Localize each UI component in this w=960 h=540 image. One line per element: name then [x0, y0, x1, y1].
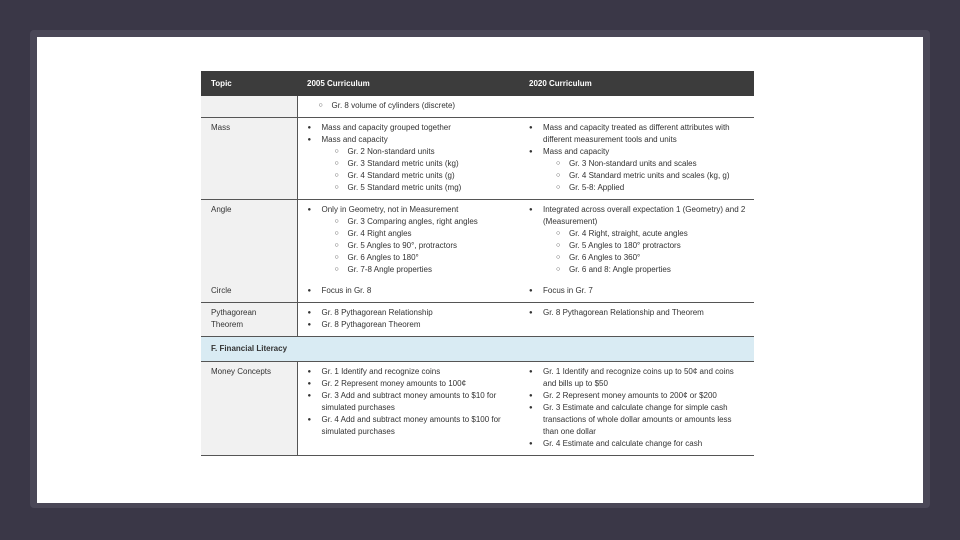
curriculum-table: [201, 71, 754, 456]
sub-list: [543, 228, 746, 276]
curriculum-comparison-document: [201, 71, 754, 456]
list-item: ● Mass and capacity grouped together: [322, 122, 512, 134]
topic-cell: Pythagorean Theorem: [201, 303, 297, 337]
list-item: ● Focus in Gr. 7: [543, 285, 746, 297]
list-item: ● Gr. 8 Pythagorean Theorem: [322, 319, 512, 331]
cell-2020: [519, 96, 754, 118]
table-row-circle: [201, 281, 754, 303]
list-item: ○ Gr. 5 Angles to 180° protractors: [569, 240, 746, 252]
cell-2005: [297, 200, 519, 282]
sub-list: [543, 158, 746, 194]
topic-cell: Mass: [201, 118, 297, 200]
list-item: ○ Gr. 4 Right angles: [348, 228, 512, 240]
list-item: ○ Gr. 4 Standard metric units (g): [348, 170, 512, 182]
table-row-angle: [201, 200, 754, 282]
list-item-text: Integrated across overall expectation 1 (Geometry) and 2 (Measurement): [543, 205, 746, 226]
list-item: ● Gr. 4 Estimate and calculate change for cash: [543, 438, 746, 450]
table-header-row: [201, 71, 754, 96]
header-topic: Topic: [201, 71, 297, 96]
table-row-continuation: [201, 96, 754, 118]
cell-2005: [297, 118, 519, 200]
list-item: ○ Gr. 4 Standard metric units and scales (kg, g): [569, 170, 746, 182]
bullet-list: [527, 307, 746, 319]
list-item: ○ Gr. 3 Non-standard units and scales: [569, 158, 746, 170]
list-item: ○ Gr. 6 and 8: Angle properties: [569, 264, 746, 276]
list-item: ● Focus in Gr. 8: [322, 285, 512, 297]
topic-cell: [201, 96, 297, 118]
bullet-list: [306, 204, 512, 276]
list-item: ○ Gr. 2 Non-standard units: [348, 146, 512, 158]
bullet-list: [306, 366, 512, 438]
list-item: [543, 204, 746, 276]
list-item: ○ Gr. 7-8 Angle properties: [348, 264, 512, 276]
list-item: ○ Gr. 6 Angles to 360°: [569, 252, 746, 264]
list-item: [322, 204, 512, 276]
list-item: ● Gr. 3 Add and subtract money amounts to $10 for simulated purchases: [322, 390, 512, 414]
bullet-list: [306, 122, 512, 194]
bullet-list: [527, 204, 746, 276]
cell-2005: [297, 96, 519, 118]
list-item: [543, 146, 746, 194]
cell-2020: [519, 118, 754, 200]
section-title: F. Financial Literacy: [201, 337, 754, 362]
list-item: [322, 134, 512, 194]
list-item: ○ Gr. 5 Standard metric units (mg): [348, 182, 512, 194]
bullet-list: [306, 307, 512, 331]
cell-2005: [297, 303, 519, 337]
cell-2005: [297, 281, 519, 303]
topic-cell: Circle: [201, 281, 297, 303]
bullet-list: [527, 366, 746, 450]
list-item: ○ Gr. 6 Angles to 180°: [348, 252, 512, 264]
list-item: ● Gr. 4 Add and subtract money amounts to $100 for simulated purchases: [322, 414, 512, 438]
sub-list: [322, 216, 512, 276]
list-item: ● Mass and capacity treated as different attributes with different measurement tools and units: [543, 122, 746, 146]
cell-2005: [297, 362, 519, 456]
list-item: ● Gr. 2 Represent money amounts to 100¢: [322, 378, 512, 390]
list-item: ○ Gr. 3 Standard metric units (kg): [348, 158, 512, 170]
list-item: ● Gr. 3 Estimate and calculate change for simple cash transactions of whole dollar amounts or amounts less than one dollar: [543, 402, 746, 438]
cell-2020: [519, 281, 754, 303]
list-item: ○ Gr. 8 volume of cylinders (discrete): [332, 100, 512, 112]
list-item-text: Only in Geometry, not in Measurement: [321, 205, 459, 214]
list-item-text: Mass and capacity: [543, 147, 610, 156]
bullet-list: [527, 122, 746, 194]
bullet-list: [527, 285, 746, 297]
list-item: ○ Gr. 4 Right, straight, acute angles: [569, 228, 746, 240]
header-2005: 2005 Curriculum: [297, 71, 519, 96]
table-row-mass: [201, 118, 754, 200]
list-item: ● Gr. 1 Identify and recognize coins: [322, 366, 512, 378]
bullet-list: [306, 285, 512, 297]
list-item: ○ Gr. 5 Angles to 90°, protractors: [348, 240, 512, 252]
list-item: ● Gr. 8 Pythagorean Relationship and Theorem: [543, 307, 746, 319]
sub-list: [306, 100, 512, 112]
topic-cell: Money Concepts: [201, 362, 297, 456]
list-item: ○ Gr. 3 Comparing angles, right angles: [348, 216, 512, 228]
cell-2020: [519, 362, 754, 456]
topic-cell: Angle: [201, 200, 297, 282]
cell-2020: [519, 200, 754, 282]
table-row-pythagorean: [201, 303, 754, 337]
table-row-money: [201, 362, 754, 456]
list-item: ○ Gr. 5-8: Applied: [569, 182, 746, 194]
list-item: ● Gr. 2 Represent money amounts to 200¢ or $200: [543, 390, 746, 402]
cell-2020: [519, 303, 754, 337]
header-2020: 2020 Curriculum: [519, 71, 754, 96]
list-item: ● Gr. 8 Pythagorean Relationship: [322, 307, 512, 319]
list-item-text: Mass and capacity: [321, 135, 388, 144]
list-item: ● Gr. 1 Identify and recognize coins up to 50¢ and coins and bills up to $50: [543, 366, 746, 390]
sub-list: [322, 146, 512, 194]
section-row-financial-literacy: [201, 337, 754, 362]
